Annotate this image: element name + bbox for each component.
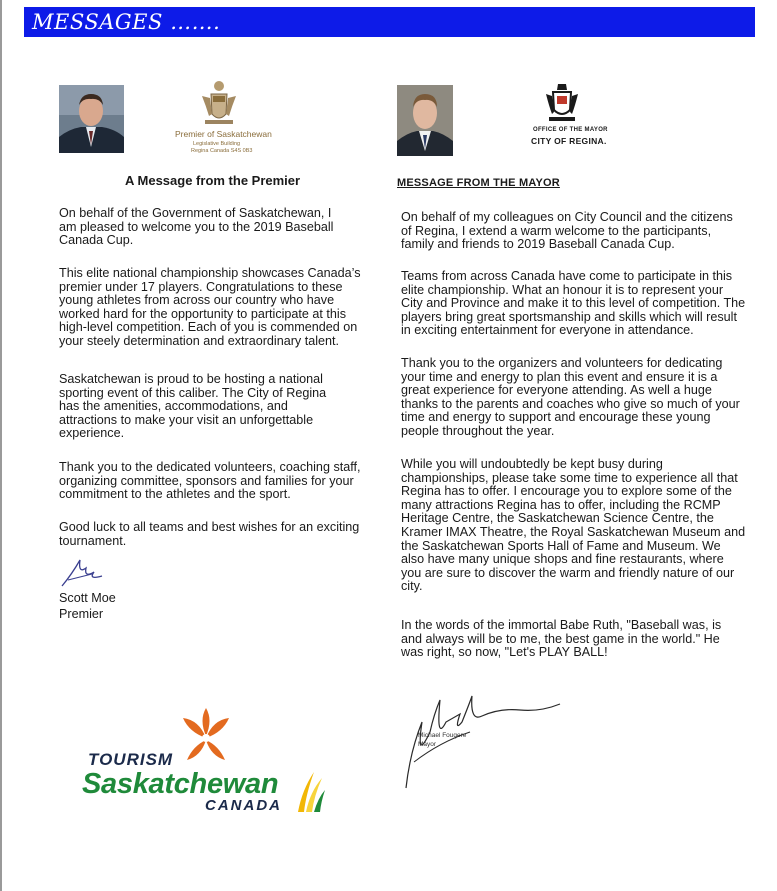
premier-office-address-line2: Regina Canada S4S 0B3: [191, 148, 253, 154]
page-left-border: [0, 0, 2, 891]
messages-banner: MESSAGES …….: [24, 7, 755, 37]
premier-photo: [59, 85, 124, 153]
mayor-paragraph-1: On behalf of my colleagues on City Council and the citizens of Regina, I extend a warm welcome to the participants, family and friends to 2019 Baseball Canada Cup.: [401, 210, 733, 252]
premier-office-title: Premier of Saskatchewan: [175, 129, 272, 139]
premier-office-address-line1: Legislative Building: [193, 141, 241, 147]
regina-crest-icon: [543, 82, 581, 124]
mayor-paragraph-2: Teams from across Canada have come to participate in this elite championship. What an honour it is to represent your City and Province and make it to this level of competition. The players bring great sportsmanship and skills which will result in exciting entertainment for everyone in attendance.: [401, 269, 746, 338]
mayor-paragraph-5: In the words of the immortal Babe Ruth, "Baseball was, is and always will be to me, the best game in the world." He was right, so now, "Let's PLAY BALL!: [401, 618, 722, 660]
mayor-photo: [397, 85, 453, 156]
mayor-paragraph-3: Thank you to the organizers and volunteers for dedicating your time and energy to plan this event and ensure it is a great experience for everyone attending. As well a huge thanks to the parents and coaches who give so much of your time and energy to support and encourage these young people throughout the year.: [401, 356, 740, 438]
mayor-office-line1: OFFICE OF THE MAYOR: [533, 127, 608, 133]
mayor-signature-name: Michael Fougere: [418, 732, 467, 739]
premier-signer-title: Premier: [59, 607, 104, 621]
premier-paragraph-3: Saskatchewan is proud to be hosting a national sporting event of this caliber. The City of Regina has the amenities, accommodations, and attractions to make your visit an unforgettable experience.: [59, 372, 327, 441]
premier-paragraph-1: On behalf of the Government of Saskatchewan, I am pleased to welcome you to the 2019 Baseball Canada Cup.: [59, 206, 334, 248]
premier-signer-name: Scott Moe: [59, 591, 116, 605]
mayor-paragraph-4: While you will undoubtedly be kept busy during championships, please take some time to experience all that Regina has to offer. I encourage you to explore some of the many attractions Regina has to offer, including the RCMP Heritage Centre, the Saskatchewan Science Centre, the Kramer IMAX Theatre, the Royal Saskatchewan Museum and the Saskatchewan Sports Hall of Fame and Museum. We also have many unique shops and fine restaurants, where you are sure to discover the warm and friendly nature of our city.: [401, 457, 746, 594]
tourism-lily-icon: [181, 706, 231, 766]
mayor-office-line2: CITY OF REGINA.: [531, 136, 607, 146]
mayor-message-heading: MESSAGE FROM THE MAYOR: [397, 177, 560, 189]
tourism-logo-line2: Saskatchewan: [82, 768, 279, 800]
premier-paragraph-4: Thank you to the dedicated volunteers, coaching staff, organizing committee, sponsors and families for your commitment to the athletes and the sport.: [59, 460, 361, 502]
tourism-logo-line3: CANADA: [205, 797, 282, 814]
saskatchewan-crest-icon: [197, 78, 241, 128]
premier-paragraph-5: Good luck to all teams and best wishes for an exciting tournament.: [59, 520, 360, 548]
mayor-signature-title: Mayor: [418, 741, 437, 748]
wheat-sheaf-icon: [294, 768, 326, 814]
tourism-logo-line1: TOURISM: [88, 750, 174, 769]
premier-signature: [58, 552, 108, 590]
premier-message-heading: A Message from the Premier: [125, 173, 301, 188]
premier-paragraph-2: This elite national championship showcases Canada’s premier under 17 players. Congratulations to these young athletes from across our country who have worked hard for the opportunity to participate at this high-level competition. Each of you is commended on your steely determination and extraordinary talent.: [59, 266, 361, 348]
